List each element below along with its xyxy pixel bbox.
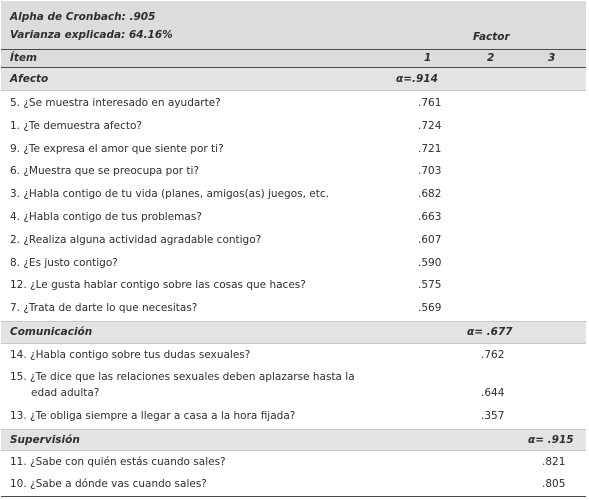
row-divider — [1, 90, 586, 91]
table-row — [1, 371, 586, 403]
table-row — [1, 234, 586, 250]
loading-factor-1: .590 — [418, 257, 442, 269]
item-text-line-2: edad adulta? — [31, 387, 100, 399]
row-divider — [1, 343, 586, 344]
item-text: 11. ¿Sabe con quién estás cuando sales? — [10, 456, 226, 468]
loading-factor-1: .607 — [418, 234, 442, 246]
loading-factor-1: .724 — [418, 120, 442, 132]
table-row — [1, 257, 586, 273]
table-row — [1, 410, 586, 426]
loading-factor-1: .703 — [418, 165, 442, 177]
loading-factor-2: .762 — [481, 349, 505, 361]
item-text: 3. ¿Habla contigo de tu vida (planes, amigos(as) juegos, etc. — [10, 188, 329, 200]
section-header-comunicacion — [1, 322, 586, 343]
item-text: 1. ¿Te demuestra afecto? — [10, 120, 142, 132]
section-title: Supervisión — [10, 434, 80, 446]
table-row — [1, 478, 586, 494]
item-text: 13. ¿Te obliga siempre a llegar a casa a la hora fijada? — [10, 410, 296, 422]
table-row — [1, 97, 586, 113]
loading-factor-2: .644 — [481, 387, 505, 399]
table-header — [1, 1, 586, 67]
item-text: 5. ¿Se muestra interesado en ayudarte? — [10, 97, 221, 109]
factor-analysis-table — [1, 1, 586, 497]
table-row — [1, 302, 586, 318]
table-row — [1, 349, 586, 365]
item-text: 8. ¿Es justo contigo? — [10, 257, 118, 269]
item-text: 10. ¿Sabe a dónde vas cuando sales? — [10, 478, 207, 490]
table-row — [1, 120, 586, 136]
item-text: 2. ¿Realiza alguna actividad agradable contigo? — [10, 234, 262, 246]
section-alpha: α= .677 — [467, 326, 513, 338]
loading-factor-1: .761 — [418, 97, 442, 109]
table-row — [1, 143, 586, 159]
section-alpha: α=.914 — [396, 73, 438, 85]
factor-3-heading: 3 — [548, 52, 556, 64]
section-header-supervision — [1, 430, 586, 450]
loading-factor-1: .575 — [418, 279, 442, 291]
item-text: 14. ¿Habla contigo sobre tus dudas sexuales? — [10, 349, 251, 361]
table-bottom-rule — [1, 496, 586, 497]
item-text: 12. ¿Le gusta hablar contigo sobre las cosas que haces? — [10, 279, 306, 291]
loading-factor-2: .357 — [481, 410, 505, 422]
table-row — [1, 188, 586, 204]
factor-2-heading: 2 — [487, 52, 495, 64]
loading-factor-1: .663 — [418, 211, 442, 223]
item-text: 7. ¿Trata de darte lo que necesitas? — [10, 302, 198, 314]
section-title: Afecto — [10, 73, 49, 85]
loading-factor-3: .805 — [542, 478, 566, 490]
loading-factor-3: .821 — [542, 456, 566, 468]
explained-variance-label: Varianza explicada: 64.16% — [10, 29, 173, 41]
item-text: 4. ¿Habla contigo de tus problemas? — [10, 211, 202, 223]
table-row — [1, 211, 586, 227]
section-title: Comunicación — [10, 326, 93, 338]
factor-1-heading: 1 — [424, 52, 432, 64]
section-alpha: α= .915 — [528, 434, 574, 446]
header-divider — [1, 49, 586, 50]
item-text: 9. ¿Te expresa el amor que siente por ti? — [10, 143, 224, 155]
item-text: 6. ¿Muestra que se preocupa por ti? — [10, 165, 200, 177]
loading-factor-1: .569 — [418, 302, 442, 314]
factor-heading: Factor — [473, 31, 510, 43]
item-column-heading: Ítem — [10, 52, 37, 64]
loading-factor-1: .721 — [418, 143, 442, 155]
item-text-line-1: 15. ¿Te dice que las relaciones sexuales deben aplazarse hasta la — [10, 371, 355, 383]
row-divider — [1, 450, 586, 451]
table-row — [1, 165, 586, 181]
loading-factor-1: .682 — [418, 188, 442, 200]
cronbach-alpha-label: Alpha de Cronbach: .905 — [10, 11, 156, 23]
table-row — [1, 456, 586, 472]
section-header-afecto — [1, 68, 586, 90]
table-row — [1, 279, 586, 295]
